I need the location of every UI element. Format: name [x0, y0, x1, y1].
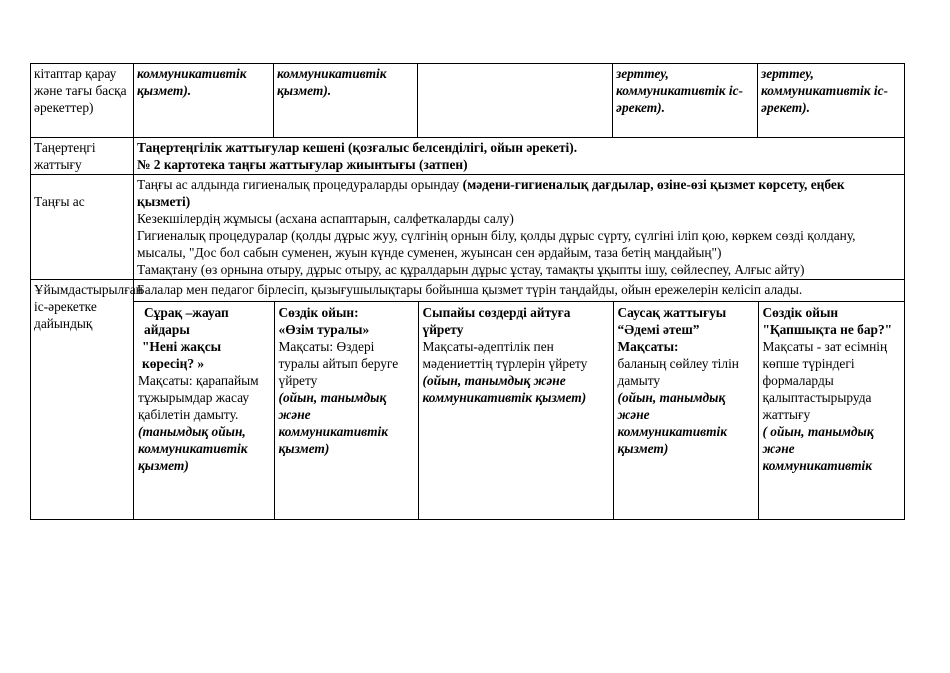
cell-morning-exercise	[134, 138, 905, 175]
activity-card-3	[418, 302, 613, 519]
row-label-breakfast: Таңғы ас	[31, 175, 134, 280]
row-label-morning-exercise: Таңертеңгі жаттығу	[31, 138, 134, 175]
activity-1-title: Сұрақ –жауап айдары	[144, 305, 229, 337]
row-books	[31, 64, 905, 138]
breakfast-paragraph-4: Тамақтану (өз орнына отыру, дұрыс отыру, ас құралдарын дұрыс ұстау, тамақты ұқыпты ішу, сөйлеспеу, Алғыс айту)	[137, 262, 805, 277]
breakfast-paragraph-1	[137, 176, 901, 210]
activity-2-goal: Мақсаты: Өздері туралы айтып беруге үйрету	[278, 339, 399, 388]
activity-4-goal: баланың сөйлеу тілін дамыту	[617, 356, 739, 388]
cell-books-1: коммуникативтік қызмет).	[134, 64, 274, 138]
cell-organized-activity	[134, 280, 905, 520]
breakfast-p1-text: Таңғы ас алдында гигиеналық процедураларды орындау	[137, 177, 463, 192]
activity-5-goal: Мақсаты - зат есімнің көпше түріндегі формаларды қалыптастырыруда жаттығу	[762, 339, 888, 422]
morning-exercise-line-1: Таңертеңгілік жаттығулар кешені (қозғалыс белсенділігі, ойын әрекеті).	[137, 140, 578, 155]
activity-1-subtitle: "Нені жақсы көресің? »	[142, 339, 222, 371]
activity-4-tag: (ойын, танымдық және коммуникативтік қызмет)	[617, 390, 728, 456]
activity-4-subtitle: Мақсаты:	[617, 339, 679, 354]
activity-3-title: Сыпайы сөздерді айтуға үйрету	[422, 305, 571, 337]
row-label-books: кітаптар қарау және тағы басқа әрекеттер)	[31, 64, 134, 138]
row-organized-activity	[31, 280, 905, 520]
row-morning-exercise	[31, 138, 905, 175]
cell-books-2: коммуникативтік қызмет).	[274, 64, 418, 138]
activity-card-2	[274, 302, 418, 519]
activity-2-tag: (ойын, танымдық және коммуникативтік қызмет)	[278, 390, 389, 456]
cell-books-5: зерттеу, коммуникативтік іс-әрекет).	[758, 64, 905, 138]
activity-5-title: Сөздік ойын "Қапшықта не бар?"	[762, 305, 893, 337]
cell-books-3	[418, 64, 613, 138]
activity-3-tag: (ойын, танымдық және коммуникативтік қызмет)	[422, 373, 587, 405]
activity-2-subtitle: «Өзім туралы»	[278, 322, 370, 337]
activity-3-goal: Мақсаты-әдептілік пен мәдениеттің түрлерін үйрету	[422, 339, 588, 371]
breakfast-paragraph-3: Гигиеналық процедуралар (қолды дұрыс жуу, сүлгінің орнын білу, қолды дұрыс сүрту, сүлгіні іліп қою, көркем сөзді қолдану, мысалы, "Дос бол сабын суменен, жуын күнде суменен, жуынсан сен әрдайым, таза бетің маңдайың")	[137, 228, 856, 260]
cell-books-4: зерттеу, коммуникативтік іс-әрекет).	[613, 64, 758, 138]
organized-intro: Балалар мен педагог бірлесіп, қызығушылықтары бойынша қызмет түрін таңдайды, ойын ережелерін келісіп алады.	[134, 280, 904, 302]
row-label-organized-activity: Ұйымдастырылған іс-әрекетке дайындық	[31, 280, 134, 520]
activity-1-goal: Мақсаты: қарапайым тұжырымдар жасау қабілетін дамыту.	[138, 373, 259, 422]
activity-1-tag: (танымдық ойын, коммуникативтік қызмет)	[138, 424, 248, 473]
activity-4-title: Саусақ жаттығуы “Әдемі әтеш”	[617, 305, 727, 337]
activity-columns	[134, 302, 905, 519]
daily-plan-table	[30, 63, 905, 520]
activity-5-tag: ( ойын, танымдық және коммуникативтік	[762, 424, 874, 473]
morning-exercise-line-2: № 2 картотека таңғы жаттығулар жиынтығы (затпен)	[137, 157, 468, 172]
activity-card-5	[758, 302, 905, 519]
breakfast-paragraph-2: Кезекшілердің жұмысы (асхана аспаптарын, салфеткаларды салу)	[137, 211, 514, 226]
cell-breakfast	[134, 175, 905, 280]
activity-card-4	[613, 302, 758, 519]
activity-card-1	[134, 302, 274, 519]
activity-2-title: Сөздік ойын:	[278, 305, 359, 320]
row-breakfast	[31, 175, 905, 280]
breakfast-p1-bold: (мәдени-гигиеналық дағдылар, өзіне-өзі қызмет көрсету, еңбек қызметі)	[137, 177, 845, 209]
